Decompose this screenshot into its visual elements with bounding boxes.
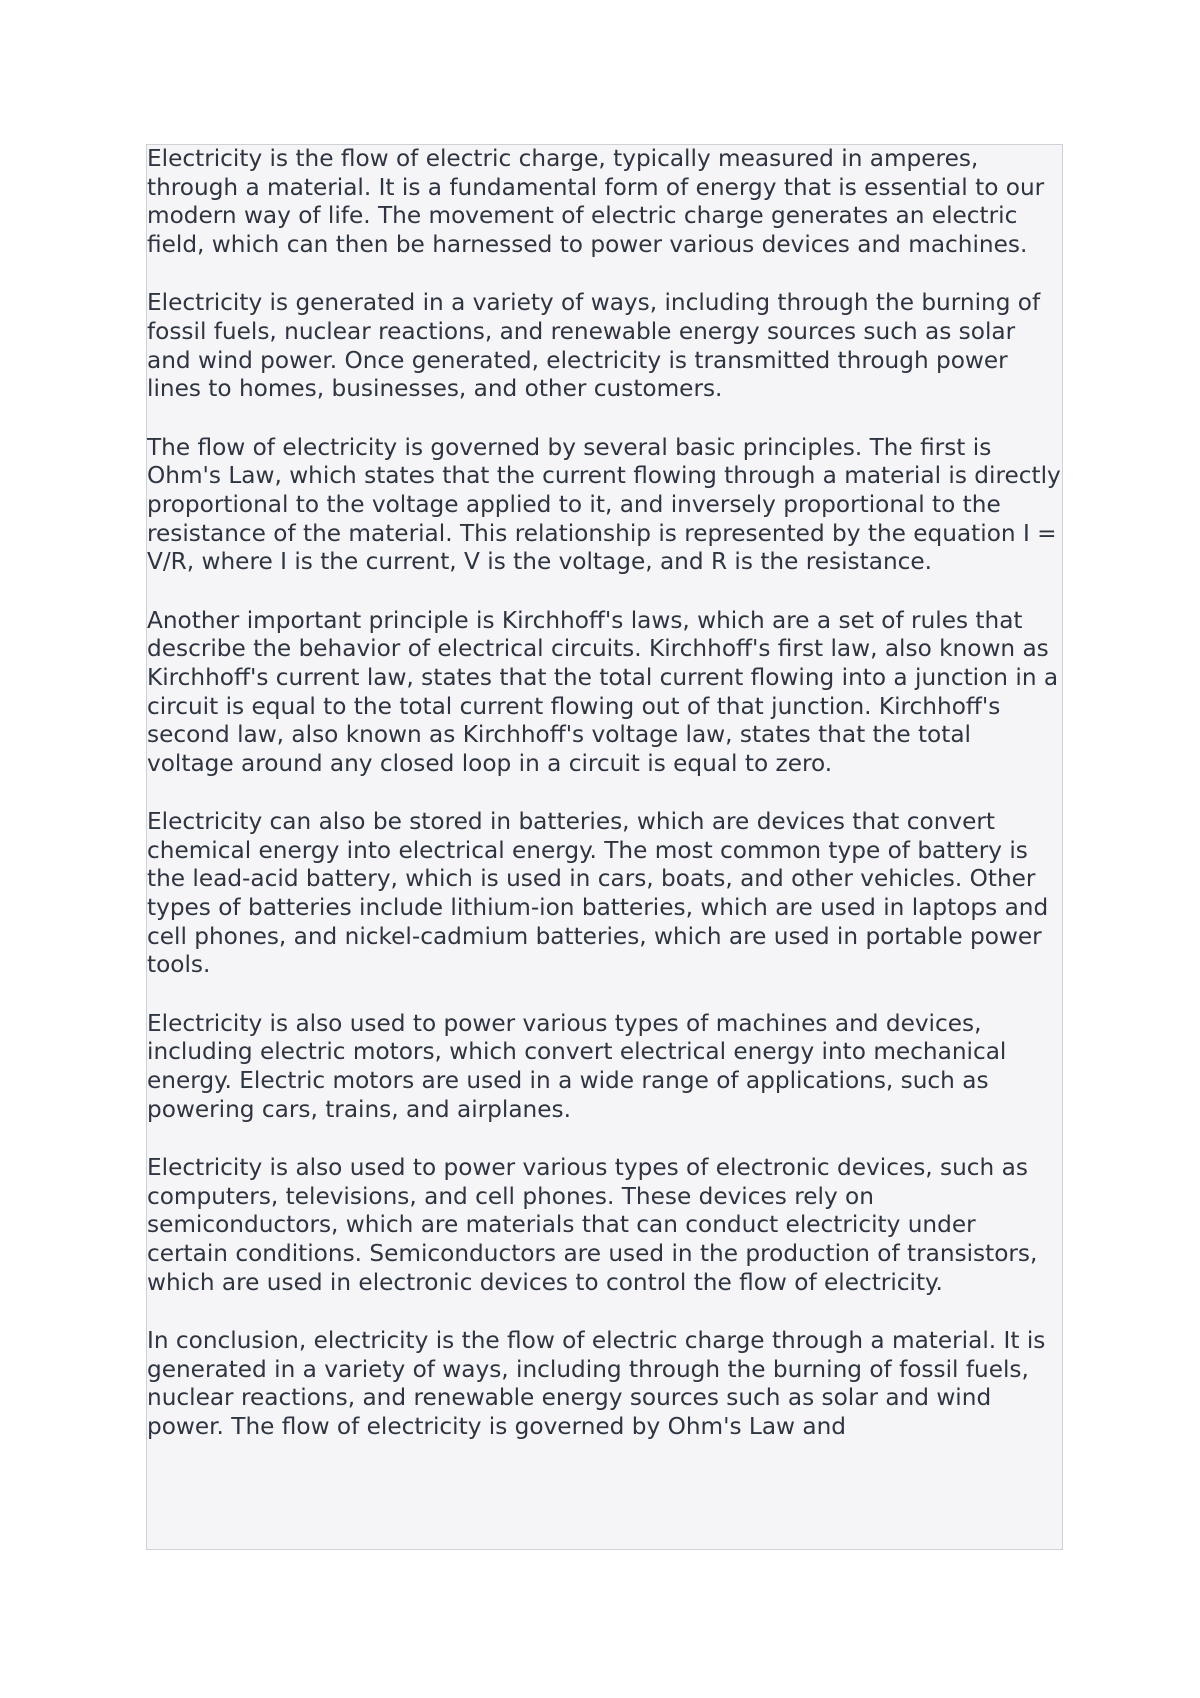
paragraph-kirchhoffs-laws: Another important principle is Kirchhoff's laws, which are a set of rules that describe the behavior of electrical circuits. Kirchhoff's first law, also known as Kirchhoff's current law, states that the total current flowing into a junction in a circuit is equal to the total current flowing out of that junction. Kirchhoff's second law, also known as Kirchhoff's voltage law, states that the total voltage around any closed loop in a circuit is equal to zero. — [147, 606, 1059, 777]
paragraph-ohms-law: The flow of electricity is governed by several basic principles. The first is Ohm's Law, which states that the current flowing through a material is directly proportional to the voltage applied to it, and inversely proportional to the resistance of the material. This relationship is represented by the equation I = V/R, where I is the current, V is the voltage, and R is the resistance. — [147, 433, 1061, 576]
paragraph-batteries: Electricity can also be stored in batteries, which are devices that convert chemical energy into electrical energy. The most common type of battery is the lead-acid battery, which is used in cars, boats, and other vehicles. Other types of batteries include lithium-ion batteries, which are used in laptops and cell phones, and nickel-cadmium batteries, which are used in portable power tools. — [147, 808, 1049, 979]
paragraph-electric-motors: Electricity is also used to power various types of machines and devices, including electric motors, which convert electrical energy into mechanical energy. Electric motors are used in a wide range of applications, such as powering cars, trains, and airplanes. — [147, 1009, 1007, 1123]
paragraph-intro: Electricity is the flow of electric charge, typically measured in amperes, through a material. It is a fundamental form of energy that is essential to our modern way of life. The movement of electric charge generates an electric field, which can then be harnessed to power various devices and machines. — [147, 145, 1045, 258]
paragraph-generation: Electricity is generated in a variety of ways, including through the burning of fossil fuels, nuclear reactions, and renewable energy sources such as solar and wind power. Once generated, electricity is transmitted through power lines to homes, businesses, and other customers. — [147, 289, 1041, 403]
paragraph-electronic-devices: Electricity is also used to power various types of electronic devices, such as computers, televisions, and cell phones. These devices rely on semiconductors, which are materials that can conduct electricity under certain conditions. Semiconductors are used in the production of transistors, which are used in electronic devices to control the flow of electricity. — [147, 1154, 1038, 1296]
document-text-panel — [146, 144, 1063, 1550]
paragraph-conclusion: In conclusion, electricity is the flow of electric charge through a material. It is generated in a variety of ways, including through the burning of fossil fuels, nuclear reactions, and renewable energy sources such as solar and wind power. The flow of electricity is governed by Ohm's Law and — [147, 1327, 1046, 1440]
